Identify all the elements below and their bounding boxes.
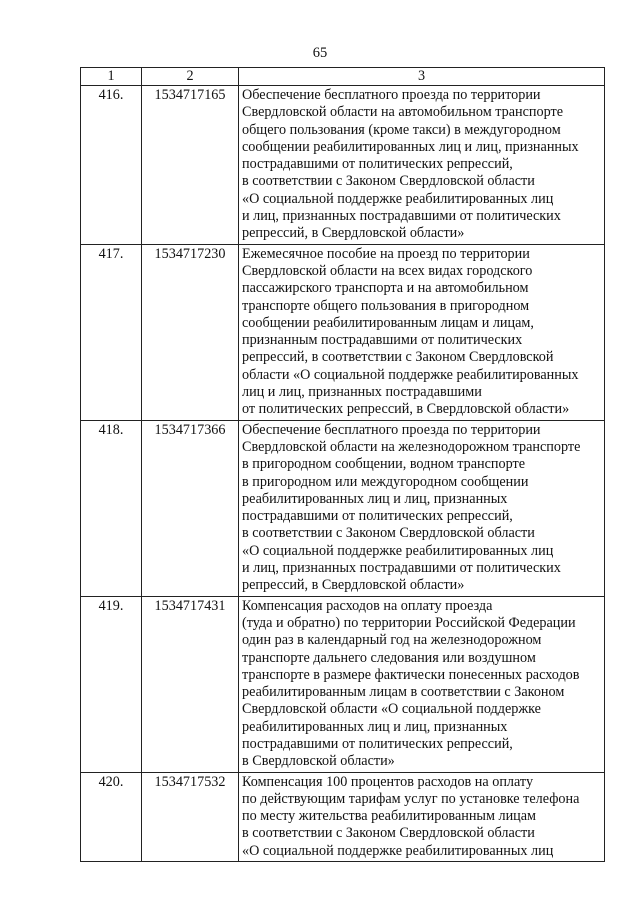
row-code: 1534717230 [142,244,239,420]
row-code: 1534717431 [142,596,239,772]
description-line: пострадавшими от политических репрессий, [242,508,513,525]
row-description [239,420,605,596]
description-line: репрессий, в соответствии с Законом Свердловской [242,349,554,366]
column-header-2: 2 [142,68,239,86]
description-line: «О социальной поддержке реабилитированных лиц [242,190,554,207]
description-line: «О социальной поддержке реабилитированных лиц [242,542,554,559]
table-row [81,86,605,245]
row-code: 1534717366 [142,420,239,596]
description-line: репрессий, в Свердловской области» [242,225,465,242]
description-line: в соответствии с Законом Свердловской области [242,825,535,842]
description-line: в соответствии с Законом Свердловской области [242,173,535,190]
row-number: 417. [81,244,142,420]
row-description [239,772,605,861]
description-line: сообщении реабилитированных лиц и лиц, признанных [242,138,579,155]
description-line: пострадавшими от политических репрессий, [242,735,513,752]
table-header [81,68,605,86]
table-row [81,772,605,861]
description-line: от политических репрессий, в Свердловской области» [242,401,570,418]
description-line: в пригородном или междугородном сообщении [242,473,529,490]
row-code: 1534717532 [142,772,239,861]
row-description [239,86,605,245]
description-line: реабилитированных лиц и лиц, признанных [242,718,508,735]
description-line: Свердловской области на железнодорожном транспорте [242,438,581,455]
description-line: Компенсация расходов на оплату проезда [242,597,493,614]
table-row [81,596,605,772]
row-number: 420. [81,772,142,861]
row-number: 418. [81,420,142,596]
description-line: Свердловской области на всех видах городского [242,262,533,279]
description-line: репрессий, в Свердловской области» [242,577,465,594]
page-number: 65 [312,45,328,61]
description-line: в соответствии с Законом Свердловской области [242,525,535,542]
row-description [239,596,605,772]
description-line: (туда и обратно) по территории Российской Федерации [242,614,576,631]
description-line: общего пользования (кроме такси) в междугородном [242,121,561,138]
description-line: области «О социальной поддержке реабилитированных [242,366,579,383]
description-line: лиц и лиц, признанных пострадавшими [242,384,482,401]
description-line: один раз в календарный год на железнодорожном [242,632,542,649]
description-line: Обеспечение бесплатного проезда по территории [242,421,541,438]
description-line: пассажирского транспорта и на автомобильном [242,280,529,297]
row-number: 419. [81,596,142,772]
description-line: и лиц, признанных пострадавшими от политических [242,560,561,577]
description-line: «О социальной поддержке реабилитированных лиц [242,842,554,859]
description-line: пострадавшими от политических репрессий, [242,156,513,173]
table-row [81,420,605,596]
description-line: реабилитированным лицам в соответствии с Законом [242,684,565,701]
description-line: по месту жительства реабилитированным лицам [242,808,537,825]
row-code: 1534717165 [142,86,239,245]
column-header-1: 1 [81,68,142,86]
description-line: и лиц, признанных пострадавшими от политических [242,208,561,225]
register-table [80,67,605,862]
description-line: транспорте общего пользования в пригородном [242,297,530,314]
description-line: Ежемесячное пособие на проезд по территории [242,245,530,262]
header-row [81,68,605,86]
description-line: Свердловской области «О социальной поддержке [242,701,541,718]
description-line: Компенсация 100 процентов расходов на оплату [242,773,534,790]
table-row [81,244,605,420]
description-line: признанным пострадавшими от политических [242,332,523,349]
description-line: Обеспечение бесплатного проезда по территории [242,87,541,103]
description-line: по действующим тарифам услуг по установке телефона [242,790,580,807]
row-description [239,244,605,420]
description-line: реабилитированных лиц и лиц, признанных [242,490,508,507]
description-line: в Свердловской области» [242,753,395,770]
description-line: транспорте в размере фактически понесенных расходов [242,666,580,683]
description-line: Свердловской области на автомобильном транспорте [242,104,563,121]
description-line: сообщении реабилитированным лицам и лицам, [242,314,534,331]
row-number: 416. [81,86,142,245]
table-body [81,86,605,862]
description-line: в пригородном сообщении, водном транспорте [242,456,526,473]
column-header-3: 3 [239,68,605,86]
description-line: транспорте дальнего следования или воздушном [242,649,536,666]
